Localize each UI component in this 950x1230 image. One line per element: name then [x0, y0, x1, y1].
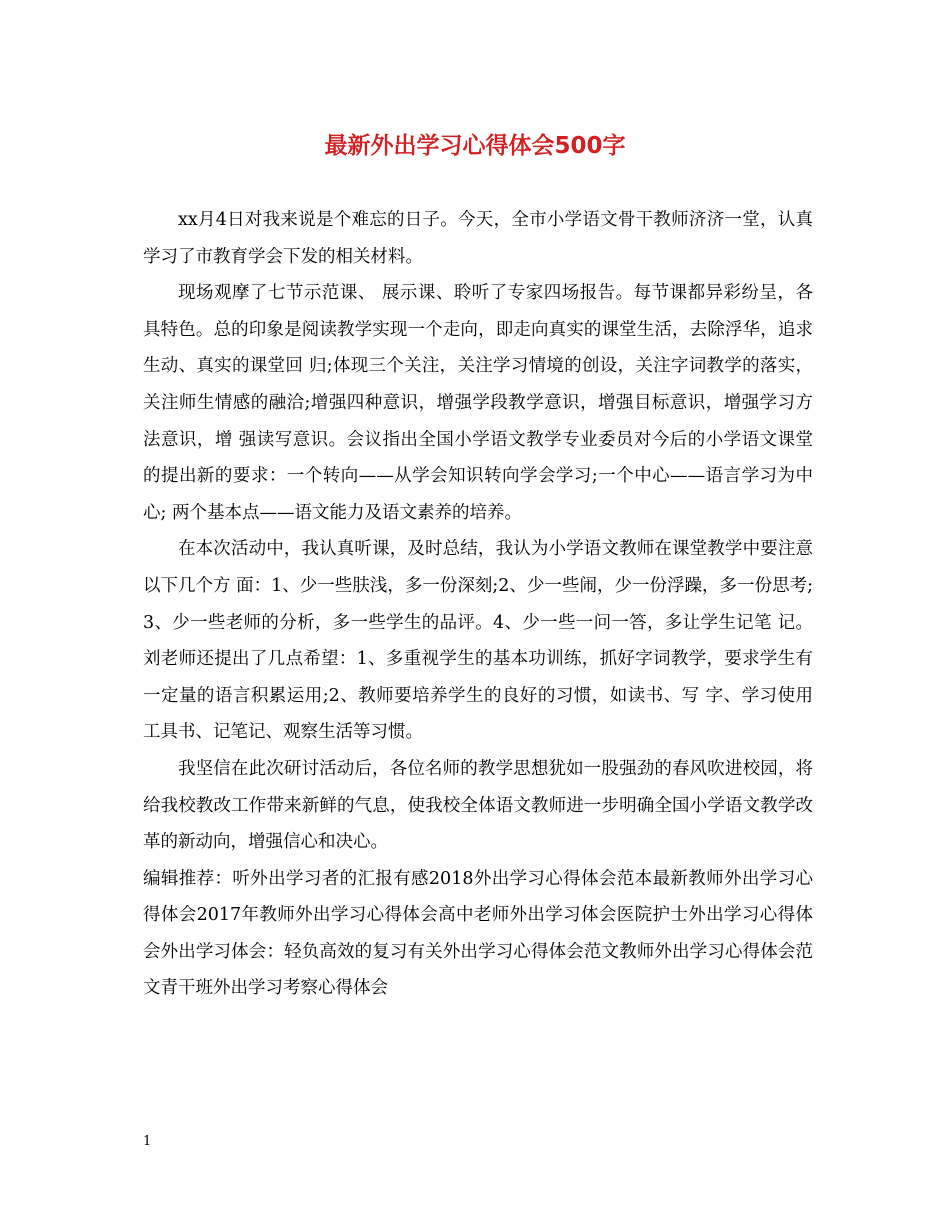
- body-paragraph: xx月4日对我来说是个难忘的日子。今天，全市小学语文骨干教师济济一堂，认真学习了市教育学会下发的相关材料。: [143, 210, 813, 267]
- document-body: [143, 202, 813, 1007]
- related-articles: 编辑推荐：听外出学习者的汇报有感2018外出学习心得体会范本最新教师外出学习心得体会2017年教师外出学习心得体会高中老师外出学习体会医院护士外出学习心得体会外出学习体会：轻负高效的复习有关外出学习心得体会范文教师外出学习心得体会范文青干班外出学习考察心得体会: [143, 868, 813, 999]
- body-paragraph: 现场观摩了七节示范课、 展示课、聆听了专家四场报告。每节课都异彩纷呈，各具特色。总的印象是阅读教学实现一个走向，即走向真实的课堂生活，去除浮华，追求生动、真实的课堂回 归;体现三个关注，关注学习情境的创设，关注字词教学的落实，关注师生情感的融洽;增强四种意识，增强学段教学意识，增强目标意识，增强学习方法意识，增 强读写意识。会议指出全国小学语文教学专业委员对今后的小学语文课堂的提出新的要求：一个转向——从学会知识转向学会学习;一个中心——语言学习为中心; 两个基本点——语文能力及语文素养的培养。: [143, 283, 813, 523]
- document-title: 最新外出学习心得体会500字: [324, 133, 626, 159]
- body-paragraph: 我坚信在此次研讨活动后，各位名师的教学思想犹如一股强劲的春风吹进校园，将给我校教改工作带来新鲜的气息，使我校全体语文教师进一步明确全国小学语文教学改革的新动向，增强信心和决心。: [143, 758, 813, 853]
- body-paragraph: 在本次活动中，我认真听课，及时总结，我认为小学语文教师在课堂教学中要注意以下几个方 面：1、少一些肤浅，多一份深刻;2、少一些闹，少一份浮躁，多一份思考;3、少一些老师的分析，多一些学生的品评。4、少一些一问一答，多让学生记笔 记。刘老师还提出了几点希望：1、多重视学生的基本功训练，抓好字词教学，要求学生有一定量的语言积累运用;2、教师要培养学生的良好的习惯，如读书、写 字、学习使用工具书、记笔记、观察生活等习惯。: [143, 539, 813, 743]
- page-number: 1: [143, 1134, 152, 1149]
